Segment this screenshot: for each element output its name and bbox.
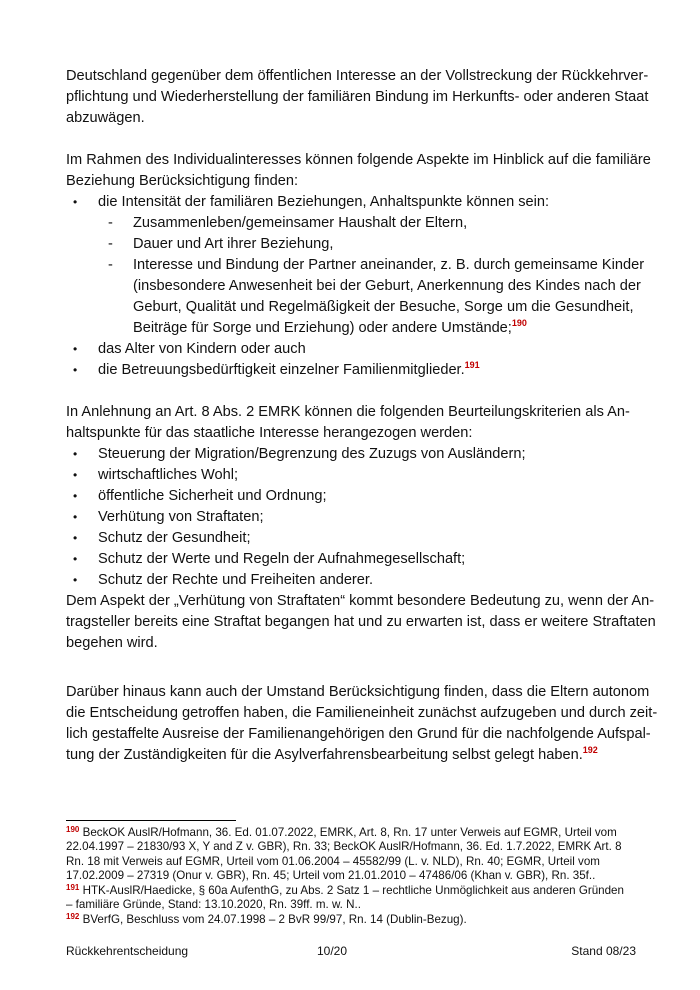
list-item-text: wirtschaftliches Wohl; bbox=[98, 467, 239, 483]
footnote-ref-191[interactable]: 191 bbox=[464, 360, 480, 370]
bullet-icon: • bbox=[73, 195, 78, 209]
text-line: haltspunkte für das staatliche Interesse herangezogen werden: bbox=[66, 425, 473, 441]
list-item bbox=[66, 465, 632, 486]
bullet-icon: • bbox=[73, 363, 78, 377]
intro-paragraph bbox=[66, 66, 649, 129]
text-line: tung der Zuständigkeiten für die Asylverfahrensbearbeitung selbst gelegt haben. bbox=[66, 747, 583, 763]
text-line: Geburt, Qualität und Regelmäßigkeit der Besuche, Sorge um die Gesundheit, bbox=[133, 299, 634, 315]
bullet-icon: • bbox=[73, 468, 78, 482]
list-item bbox=[66, 192, 632, 213]
list-item bbox=[66, 339, 632, 360]
text-line: Darüber hinaus kann auch der Umstand Berücksichtigung finden, dass die Eltern autonom bbox=[66, 684, 650, 700]
list-item-text: öffentliche Sicherheit und Ordnung; bbox=[98, 488, 327, 504]
text-line: Dem Aspekt der „Verhütung von Straftaten“ kommt besondere Bedeutung zu, wenn der An- bbox=[66, 593, 655, 609]
footnote-ref-190[interactable]: 190 bbox=[511, 318, 527, 328]
text-line: BVerfG, Beschluss vom 24.07.1998 – 2 BvR 99/97, Rn. 14 (Dublin-Bezug). bbox=[82, 913, 467, 926]
text-line: 17.02.2009 – 27319 (Onur v. GBR), Rn. 45; Urteil vom 21.01.2010 – 47486/06 (Khan v. GBR), Rn. 35f.. bbox=[66, 869, 596, 883]
bullet-icon: • bbox=[73, 510, 78, 524]
text-line: In Anlehnung an Art. 8 Abs. 2 EMRK können die folgenden Beurteilungskriterien als An- bbox=[66, 404, 630, 420]
text-line: tragsteller bereits eine Straftat begangen hat und zu erwarten ist, dass er weitere Straftaten bbox=[66, 614, 656, 630]
text-line: pflichtung und Wiederherstellung der familiären Bindung im Herkunfts- oder anderen Staat bbox=[66, 89, 649, 105]
footer-title: Rückkehrentscheidung bbox=[66, 944, 189, 958]
bullet-icon: • bbox=[73, 447, 78, 461]
text-line: Deutschland gegenüber dem öffentlichen Interesse an der Vollstreckung der Rückkehrver- bbox=[66, 68, 649, 84]
footnote-ref-192[interactable]: 192 bbox=[582, 745, 598, 755]
text-line: HTK-AuslR/Haedicke, § 60a AufenthG, zu Abs. 2 Satz 1 – rechtliche Unmöglichkeit aus anderen Gründen bbox=[82, 884, 624, 897]
text-line: Im Rahmen des Individualinteresses können folgende Aspekte im Hinblick auf die familiäre bbox=[66, 152, 651, 168]
list-item-text: Zusammenleben/gemeinsamer Haushalt der Eltern, bbox=[133, 215, 468, 231]
list-item bbox=[66, 570, 632, 591]
list-item bbox=[66, 549, 632, 570]
list-item bbox=[66, 444, 632, 465]
text-line: Beziehung Berücksichtigung finden: bbox=[66, 173, 299, 189]
bullet-icon: • bbox=[73, 342, 78, 356]
list-item bbox=[66, 360, 632, 381]
text-line: Interesse und Bindung der Partner aneinander, z. B. durch gemeinsame Kinder bbox=[133, 257, 645, 273]
bullet-icon: • bbox=[73, 573, 78, 587]
list-item-text: Schutz der Werte und Regeln der Aufnahmegesellschaft; bbox=[98, 551, 466, 567]
footnote-number: 190 bbox=[66, 825, 80, 834]
list-item-text: Schutz der Rechte und Freiheiten anderer. bbox=[98, 572, 374, 588]
footnote-192 bbox=[66, 913, 636, 927]
footer-status: Stand 08/23 bbox=[571, 944, 636, 958]
page-footer bbox=[66, 944, 636, 960]
list-item bbox=[66, 528, 632, 549]
sub-list-item bbox=[66, 234, 632, 255]
individual-interest-section bbox=[66, 150, 651, 381]
text-line: (insbesondere Anwesenheit bei der Geburt, Anerkennung des Kindes nach der bbox=[133, 278, 641, 294]
footnote-divider bbox=[66, 820, 236, 821]
footnote-190 bbox=[66, 826, 636, 884]
list-item bbox=[66, 486, 632, 507]
text-line: lich gestaffelte Ausreise der Familienangehörigen den Grund für die nachfolgende Aufspal- bbox=[66, 726, 651, 742]
bullet-icon: • bbox=[73, 552, 78, 566]
list-item-text: die Intensität der familiären Beziehungen, Anhaltspunkte können sein: bbox=[98, 194, 550, 210]
sub-list-item bbox=[66, 255, 645, 339]
bullet-icon: • bbox=[73, 531, 78, 545]
list-item-text: Steuerung der Migration/Begrenzung des Zuzugs von Ausländern; bbox=[98, 446, 526, 462]
dash-icon: - bbox=[108, 257, 113, 273]
text-line: abzuwägen. bbox=[66, 110, 145, 126]
sub-list-item bbox=[66, 213, 632, 234]
list-item-text: Schutz der Gesundheit; bbox=[98, 530, 251, 546]
dash-icon: - bbox=[108, 215, 113, 231]
list-item-text: das Alter von Kindern oder auch bbox=[98, 341, 306, 357]
text-line: Beiträge für Sorge und Erziehung) oder andere Umstände; bbox=[133, 320, 512, 336]
bullet-icon: • bbox=[73, 489, 78, 503]
text-line: Rn. 18 mit Verweis auf EGMR, Urteil vom 01.06.2004 – 45582/99 (L. v. NLD), Rn. 40; EGMR, Urteil vom bbox=[66, 854, 600, 868]
list-item bbox=[66, 507, 632, 528]
text-line: 22.04.1997 – 21830/93 X, Y and Z v. GBR), Rn. 33; BeckOK AuslR/Hofmann, 36. Ed. 1.7.2022, EMRK Art. 8 bbox=[66, 840, 622, 854]
text-line: die Entscheidung getroffen haben, die Familieneinheit zunächst aufzugeben und durch zeit- bbox=[66, 705, 658, 721]
list-item-text: die Betreuungsbedürftigkeit einzelner Familienmitglieder. bbox=[98, 362, 465, 378]
footnote-number: 192 bbox=[66, 912, 80, 921]
footnote-number: 191 bbox=[66, 883, 80, 892]
separation-paragraph bbox=[66, 682, 658, 766]
list-item-text: Verhütung von Straftaten; bbox=[98, 509, 264, 525]
page-number: 10/20 bbox=[317, 944, 348, 958]
text-line: begehen wird. bbox=[66, 635, 158, 651]
footnote-191 bbox=[66, 884, 636, 913]
dash-icon: - bbox=[108, 236, 113, 252]
text-line: BeckOK AuslR/Hofmann, 36. Ed. 01.07.2022, EMRK, Art. 8, Rn. 17 unter Verweis auf EGMR, Urteil vom bbox=[82, 826, 617, 839]
state-interest-section bbox=[66, 402, 656, 654]
text-line: – familiäre Gründe, Stand: 13.10.2020, Rn. 39ff. m. w. N.. bbox=[66, 898, 361, 912]
list-item-text: Dauer und Art ihrer Beziehung, bbox=[133, 236, 334, 252]
